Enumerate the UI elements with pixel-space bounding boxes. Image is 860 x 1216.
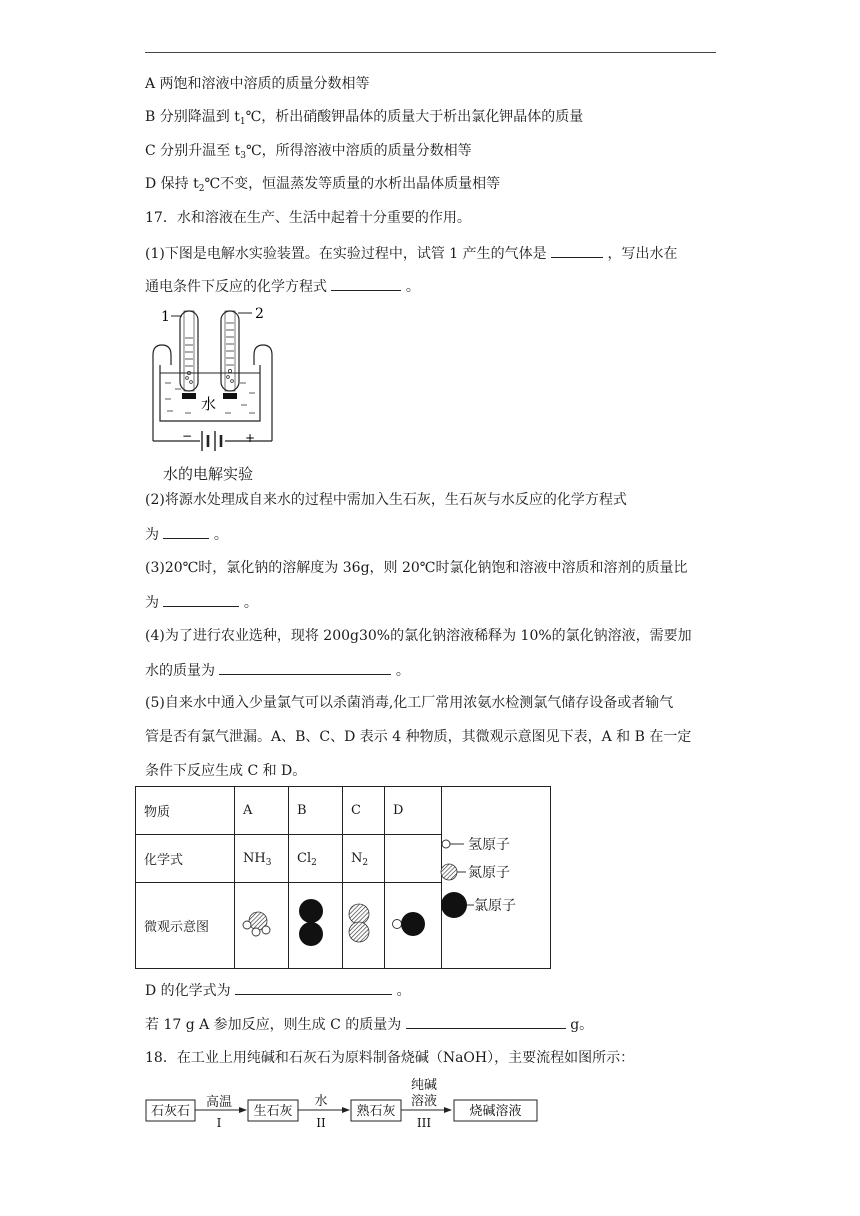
- flow-arrow-3-step: III: [416, 1116, 432, 1130]
- q17-part4-line2: 水的质量为 。: [145, 660, 410, 681]
- flow-arrow-1-step: I: [216, 1116, 222, 1130]
- tube2-label: 2: [255, 306, 264, 322]
- atom-legend: [440, 828, 540, 928]
- molecule-b: [289, 883, 343, 969]
- q17-part4-line1: (4)为了进行农业选种，现将 200g30%的氯化钠溶液稀释为 10%的氯化钠溶液，需要加: [145, 628, 692, 644]
- option-b: B 分别降温到 $t_1℃$，析出硝酸钾晶体的质量大于析出氯化钾晶体的质量: [145, 109, 584, 127]
- flow-box-quicklime-label: 生石灰: [253, 1104, 293, 1119]
- process-flow-diagram: [145, 1076, 545, 1132]
- legend-chlorine: 氯原子: [440, 890, 516, 920]
- flow-arrow-1-condition: 高温: [205, 1095, 233, 1110]
- c-mass-question: 若 17 g A 参加反应，则生成 C 的质量为 g。: [145, 1014, 593, 1035]
- table-cell: A: [235, 787, 289, 835]
- q17-part3-line2: 为 。: [145, 592, 258, 613]
- chlorine-atom-icon: [440, 890, 474, 920]
- molecule-a: [235, 883, 289, 969]
- answer-blank[interactable]: [551, 243, 603, 258]
- option-a: A 两饱和溶液中溶质的质量分数相等: [145, 76, 370, 92]
- q17-part1-line1: (1)下图是电解水实验装置。在实验过程中，试管 1 产生的气体是 ，写出水在: [145, 243, 678, 264]
- q17-part5-line2: 管是否有氯气泄漏。A、B、C、D 表示 4 种物质，其微观示意图见下表，A 和 B 在一定: [145, 729, 692, 745]
- water-label: 水: [201, 395, 217, 413]
- q17-part3-line1: (3)20℃时，氯化钠的溶解度为 36g，则 20℃时氯化钠饱和溶液中溶质和溶剂的质量比: [145, 560, 688, 576]
- answer-blank[interactable]: [219, 660, 391, 675]
- minus-terminal-label: −: [182, 429, 193, 443]
- answer-blank[interactable]: [406, 1014, 566, 1029]
- apparatus-caption: 水的电解实验: [163, 465, 254, 483]
- answer-blank[interactable]: [331, 276, 401, 291]
- formula-d: [385, 835, 442, 883]
- flow-arrow-2-condition: 水: [314, 1094, 328, 1109]
- flow-arrow-2-step: II: [316, 1116, 326, 1130]
- q17-part1-line2: 通电条件下反应的化学方程式 。: [145, 276, 420, 297]
- table-cell: D: [385, 787, 442, 835]
- formula-a: $NH_3$: [235, 835, 289, 883]
- d-formula-question: D 的化学式为 。: [145, 980, 411, 1001]
- answer-blank[interactable]: [163, 592, 239, 607]
- flow-box-limestone-label: 石灰石: [150, 1104, 191, 1119]
- header-rule: [145, 52, 716, 53]
- nitrogen-atom-icon: [440, 860, 468, 884]
- molecule-c: [343, 883, 385, 969]
- answer-blank[interactable]: [235, 980, 392, 995]
- option-c: C 分别升温至 $t_3℃$，所得溶液中溶质的质量分数相等: [145, 143, 472, 161]
- option-d: D 保持 $t_2℃$不变，恒温蒸发等质量的水析出晶体质量相等: [145, 176, 501, 194]
- q17-part5-line1: (5)自来水中通入少量氯气可以杀菌消毒,化工厂常用浓氨水检测氯气储存设备或者输气: [145, 695, 674, 711]
- flow-arrow-3-reagent-line1: 纯碱: [410, 1078, 438, 1093]
- table-cell: B: [289, 787, 343, 835]
- q17-part5-line3: 条件下反应生成 C 和 D。: [145, 763, 307, 779]
- q17-part2-line1: (2)将源水处理成自来水的过程中需加入生石灰，生石灰与水反应的化学方程式: [145, 492, 627, 508]
- flow-box-slaked-lime-label: 熟石灰: [356, 1104, 396, 1119]
- hydrogen-atom-icon: [440, 837, 468, 851]
- legend-hydrogen: 氢原子: [440, 834, 510, 854]
- table-cell: 物质: [136, 787, 235, 835]
- table-cell: 微观示意图: [136, 883, 235, 969]
- answer-blank[interactable]: [163, 524, 209, 539]
- table-cell: 化学式: [136, 835, 235, 883]
- q17-part2-line2: 为 。: [145, 524, 228, 545]
- molecule-d: [385, 883, 442, 969]
- table-cell: C: [343, 787, 385, 835]
- plus-terminal-label: +: [245, 431, 256, 445]
- q17-title: 17．水和溶液在生产、生活中起着十分重要的作用。: [145, 210, 471, 226]
- flow-arrow-3-reagent-line2: 溶液: [410, 1094, 438, 1109]
- formula-c: $N_2$: [343, 835, 385, 883]
- flow-box-caustic-soda-label: 烧碱溶液: [469, 1104, 522, 1119]
- q18-title: 18．在工业上用纯碱和石灰石为原料制备烧碱（NaOH），主要流程如图所示：: [145, 1050, 635, 1066]
- tube1-label: 1: [161, 309, 170, 325]
- legend-nitrogen: 氮原子: [440, 860, 510, 884]
- formula-b: $Cl_2$: [289, 835, 343, 883]
- electrolysis-apparatus-diagram: [145, 303, 280, 485]
